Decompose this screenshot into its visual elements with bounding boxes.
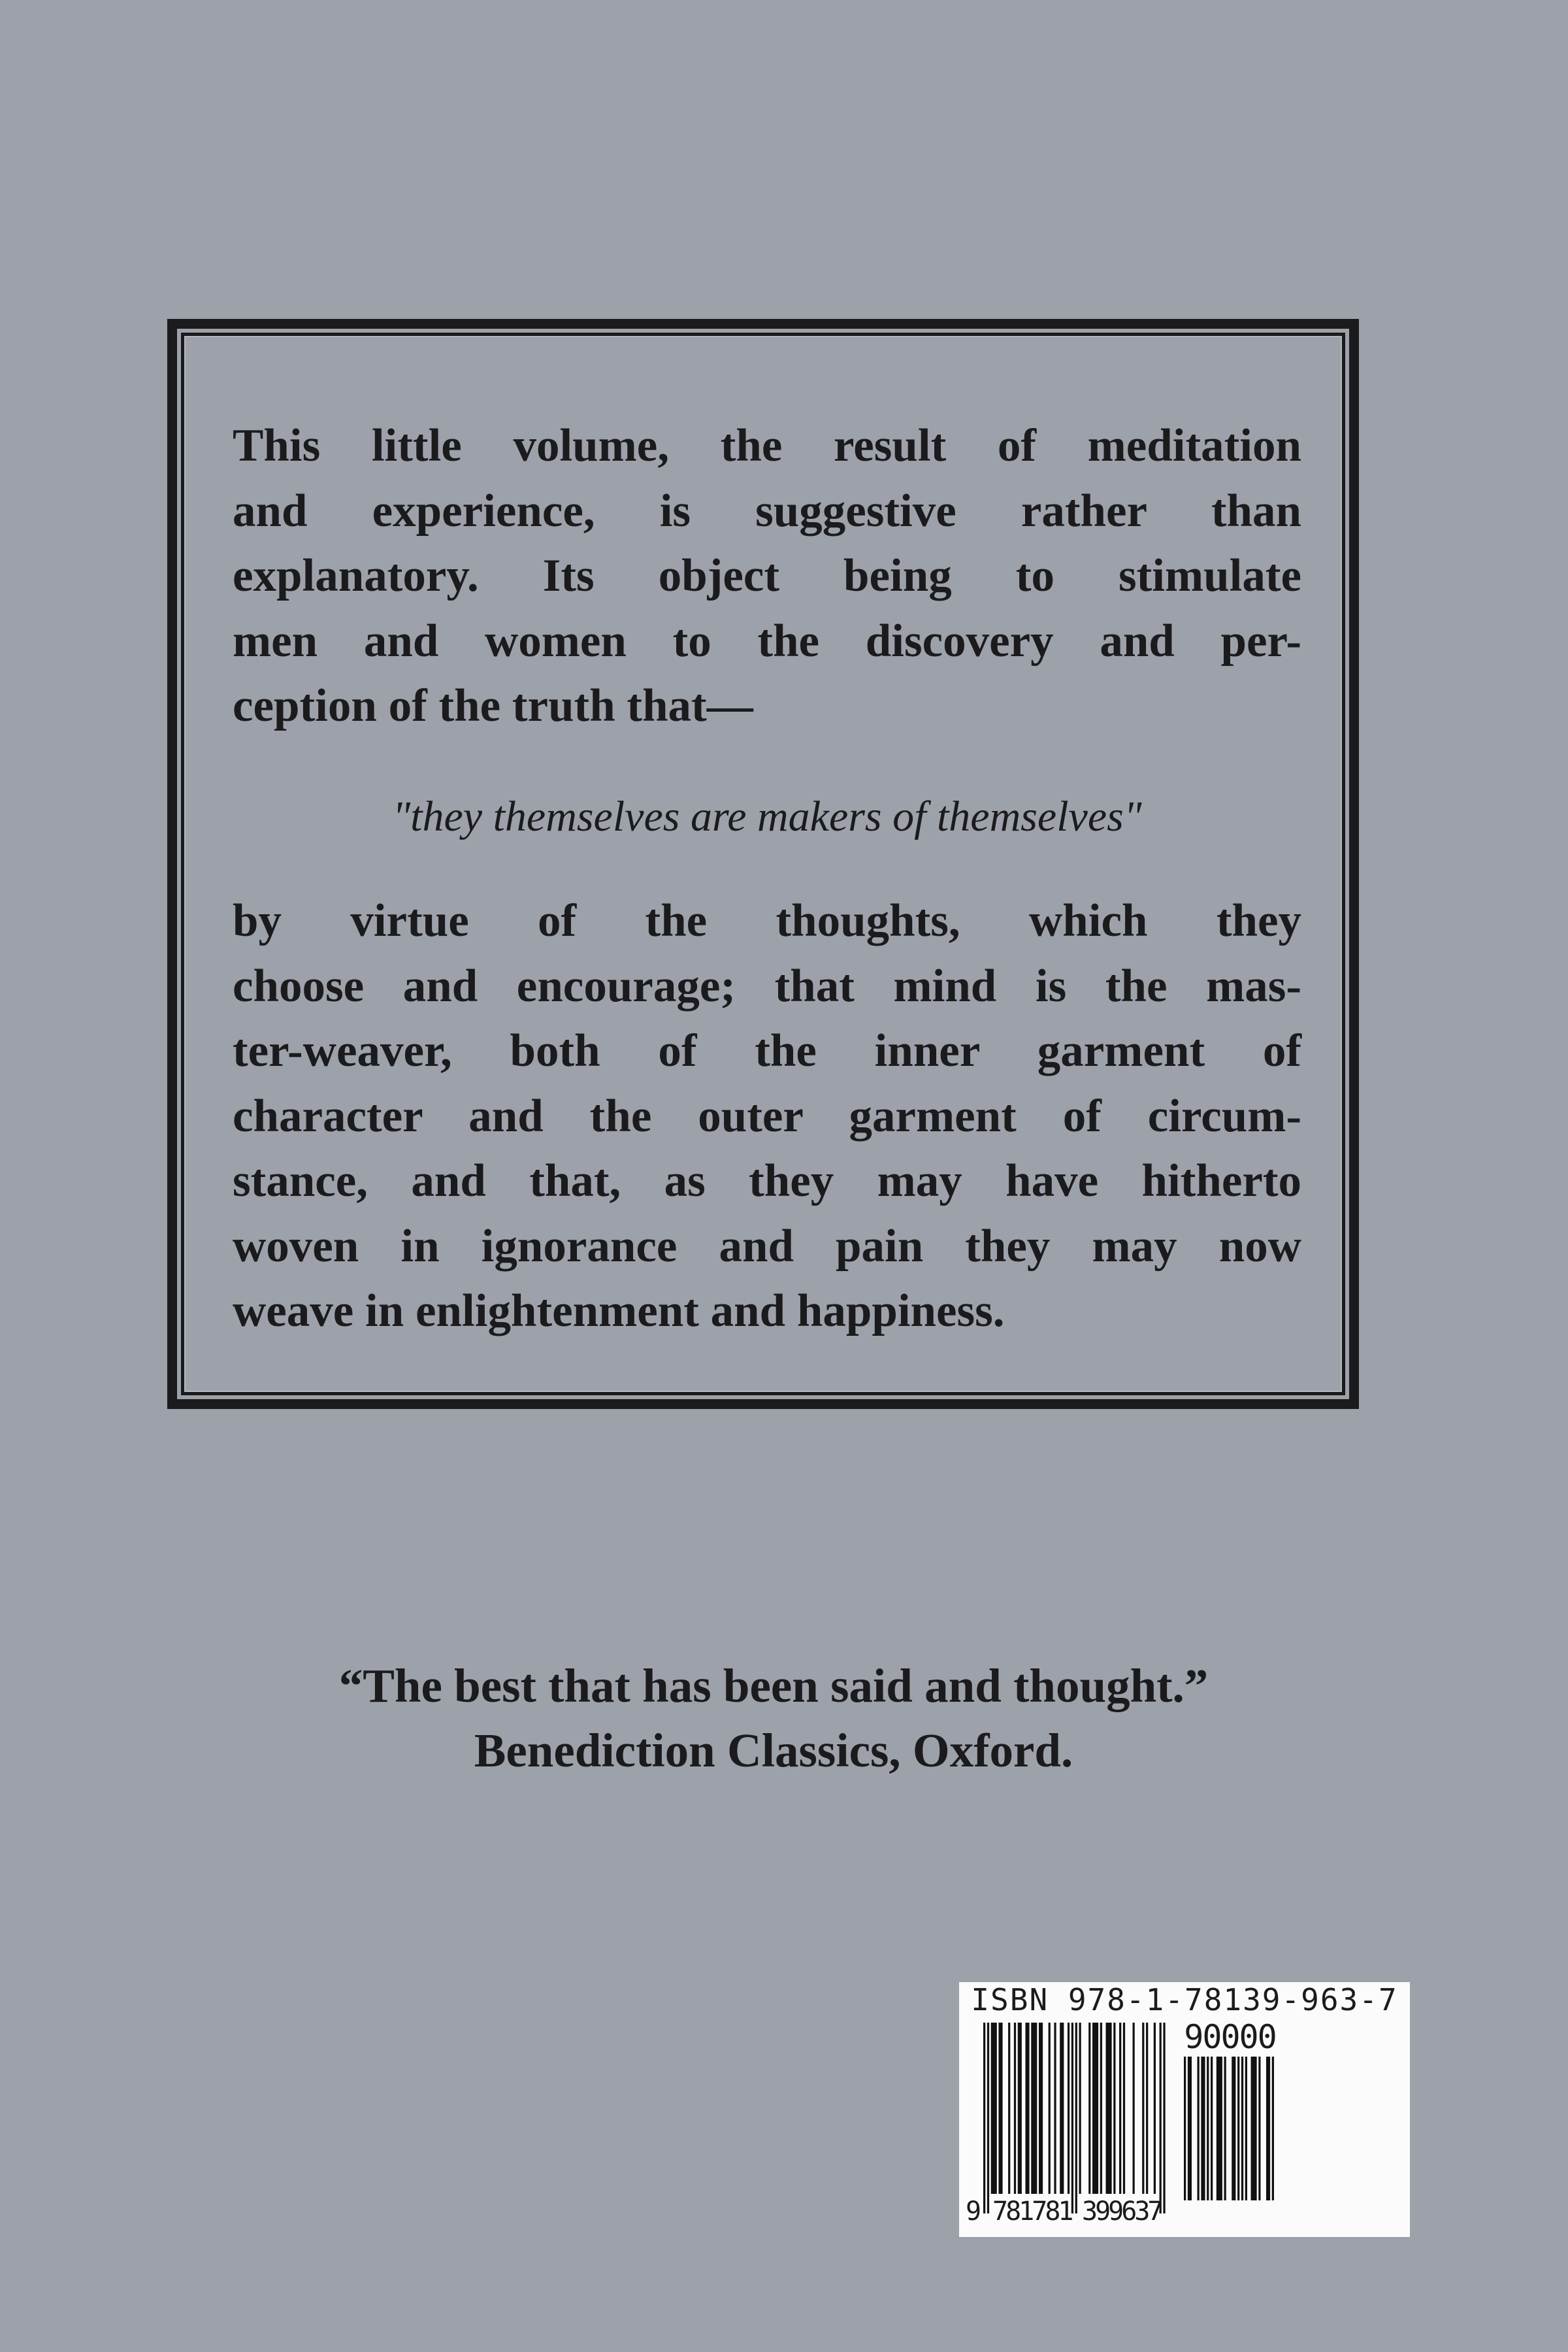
addon-bar bbox=[1254, 2057, 1256, 2200]
barcode-bar bbox=[1106, 2023, 1108, 2194]
blurb-line: men and women to the discovery and per- bbox=[233, 615, 1301, 667]
barcode-bar bbox=[1033, 2023, 1035, 2194]
barcode-bar bbox=[983, 2023, 985, 2213]
addon-bar bbox=[1237, 2057, 1239, 2200]
addon-bar bbox=[1190, 2057, 1192, 2200]
ean-left-digits: 781781 bbox=[992, 2196, 1071, 2227]
barcode-bar bbox=[1041, 2023, 1043, 2194]
barcode-bar bbox=[993, 2023, 995, 2194]
addon-bar bbox=[1198, 2057, 1200, 2200]
blurb-line: stance, and that, as they may have hitherto bbox=[233, 1155, 1301, 1206]
addon-bar bbox=[1233, 2057, 1235, 2200]
epigraph: "they themselves are makers of themselves" bbox=[392, 793, 1142, 840]
barcode-bar bbox=[1039, 2023, 1041, 2194]
barcode-bar bbox=[1035, 2023, 1037, 2194]
addon-bar bbox=[1203, 2057, 1205, 2200]
barcode-bar bbox=[1068, 2023, 1070, 2194]
addon-bar bbox=[1211, 2057, 1213, 2200]
barcode-bar bbox=[1088, 2023, 1090, 2194]
barcode-bar bbox=[1133, 2023, 1135, 2194]
barcode-bar bbox=[998, 2023, 1000, 2194]
barcode-bar bbox=[1096, 2023, 1098, 2194]
barcode-bar bbox=[995, 2023, 997, 2194]
barcode-bar bbox=[1027, 2023, 1029, 2194]
barcode-bar bbox=[1107, 2023, 1109, 2194]
addon-bar bbox=[1266, 2057, 1268, 2200]
ean-right-digits: 399637 bbox=[1082, 2196, 1161, 2227]
addon-bar bbox=[1252, 2057, 1254, 2200]
barcode-bar bbox=[1018, 2023, 1020, 2194]
ean-first-digit: 9 bbox=[966, 2196, 979, 2227]
addon-bar bbox=[1184, 2057, 1186, 2200]
barcode-bar bbox=[1113, 2023, 1115, 2194]
motto-quote: “The best that has been said and thought.” bbox=[338, 1659, 1209, 1712]
barcode-bar bbox=[1146, 2023, 1148, 2194]
barcode-bar bbox=[1008, 2023, 1010, 2194]
blurb-line: character and the outer garment of circum- bbox=[233, 1090, 1301, 1142]
barcode-bar bbox=[1079, 2023, 1081, 2194]
barcode-bar bbox=[1031, 2023, 1033, 2194]
addon-bar bbox=[1188, 2057, 1190, 2200]
addon-bar bbox=[1258, 2057, 1260, 2200]
addon-bar bbox=[1224, 2057, 1226, 2200]
blurb-line: This little volume, the result of meditation bbox=[233, 420, 1301, 471]
barcode-bar bbox=[1075, 2023, 1077, 2213]
barcode-bar bbox=[1109, 2023, 1111, 2194]
addon-digits: 90000 bbox=[1184, 2018, 1276, 2056]
addon-bar bbox=[1268, 2057, 1270, 2200]
barcode-bar bbox=[1100, 2023, 1102, 2194]
barcode-bar bbox=[1060, 2023, 1062, 2194]
blurb-line: woven in ignorance and pain they may now bbox=[233, 1220, 1301, 1272]
barcode-bar bbox=[987, 2023, 989, 2213]
barcode-bar bbox=[1054, 2023, 1056, 2194]
barcode-bar bbox=[991, 2023, 993, 2194]
barcode-bar bbox=[1119, 2023, 1121, 2194]
addon-bar bbox=[1245, 2057, 1247, 2200]
blurb-line: ception of the truth that— bbox=[233, 680, 753, 731]
isbn-text: ISBN 978-1-78139-963-7 bbox=[971, 1982, 1398, 2017]
publisher-name: Benediction Classics, Oxford. bbox=[474, 1724, 1073, 1777]
barcode-bar bbox=[1092, 2023, 1094, 2194]
barcode-bar bbox=[1123, 2023, 1125, 2194]
barcode-bar bbox=[1071, 2023, 1073, 2213]
blurb-line: explanatory. Its object being to stimulate bbox=[233, 550, 1301, 601]
blurb-line: and experience, is suggestive rather than bbox=[233, 485, 1301, 537]
barcode-bar bbox=[1094, 2023, 1096, 2194]
barcode-bar bbox=[1163, 2023, 1165, 2213]
addon-bar bbox=[1207, 2057, 1209, 2200]
barcode-bar bbox=[1160, 2023, 1162, 2213]
barcode-bar bbox=[1000, 2023, 1002, 2194]
blurb-line: by virtue of the thoughts, which they bbox=[233, 895, 1301, 946]
barcode-bar bbox=[1025, 2023, 1027, 2194]
blurb-line: weave in enlightenment and happiness. bbox=[233, 1285, 1005, 1336]
barcode-bar bbox=[1154, 2023, 1156, 2194]
addon-bar bbox=[1232, 2057, 1233, 2200]
addon-bar bbox=[1272, 2057, 1274, 2200]
blurb-line: ter-weaver, both of the inner garment of bbox=[233, 1025, 1301, 1076]
barcode-bar bbox=[1062, 2023, 1064, 2194]
barcode-bar bbox=[1020, 2023, 1022, 2194]
addon-bar bbox=[1241, 2057, 1243, 2200]
addon-bar bbox=[1220, 2057, 1222, 2200]
addon-bar bbox=[1218, 2057, 1220, 2200]
barcode-bar bbox=[1049, 2023, 1051, 2194]
addon-bar bbox=[1201, 2057, 1203, 2200]
addon-bar bbox=[1251, 2057, 1253, 2200]
barcode-bar bbox=[1142, 2023, 1144, 2194]
addon-bar bbox=[1217, 2057, 1218, 2200]
barcode-bar bbox=[1014, 2023, 1016, 2194]
blurb-line: choose and encourage; that mind is the mas- bbox=[233, 960, 1301, 1012]
